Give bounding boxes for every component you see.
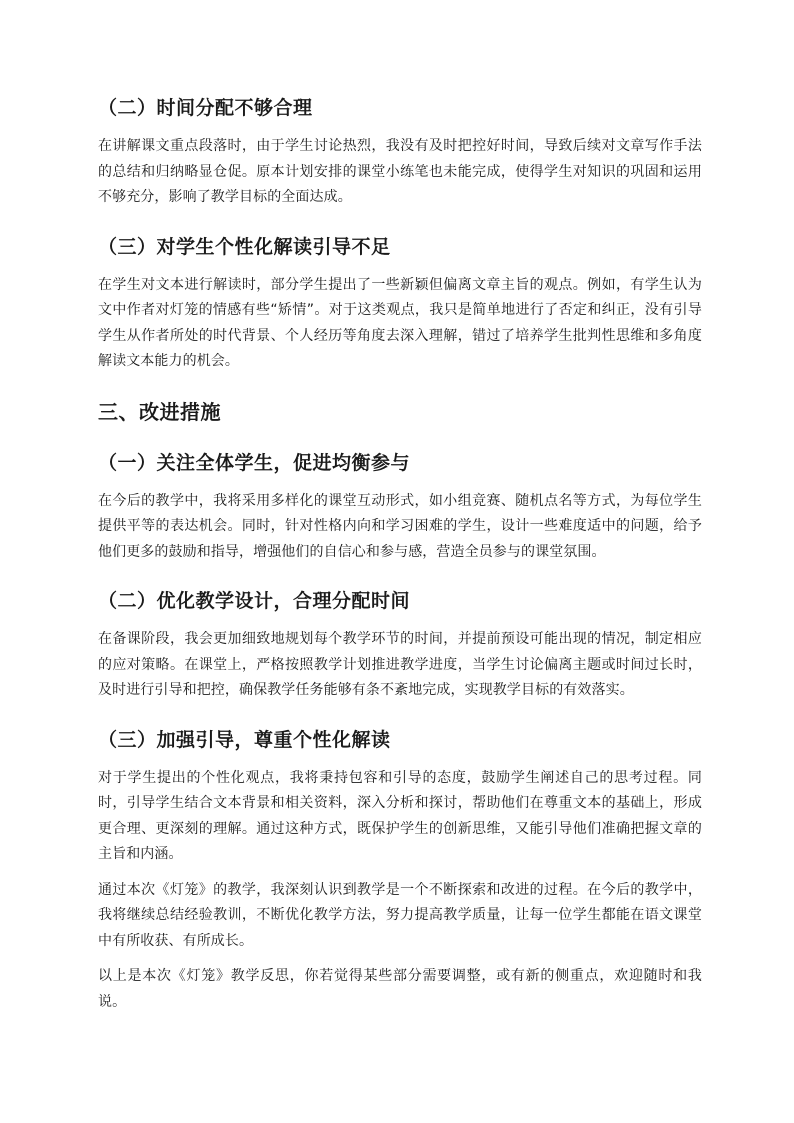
paragraph-strengthen-guidance: 对于学生提出的个性化观点，我将秉持包容和引导的态度，鼓励学生阐述自己的思考过程。同时，引导学生结合文本背景和相关资料，深入分析和探讨，帮助他们在尊重文本的基础上，形成更合理、更深刻的理解。通过这种方式，既保护学生的创新思维，又能引导他们准确把握文章的主旨和内涵。 — [98, 769, 702, 862]
paragraph-focus-all-students: 在今后的教学中，我将采用多样化的课堂互动形式，如小组竞赛、随机点名等方式，为每位学生提供平等的表达机会。同时，针对性格内向和学习困难的学生，设计一些难度适中的问题，给予他们更多的鼓励和指导，增强他们的自信心和参与感，营造全员参与的课堂氛围。 — [98, 492, 702, 560]
paragraph-personal-interpretation-guidance: 在学生对文本进行解读时，部分学生提出了一些新颖但偏离文章主旨的观点。例如，有学生认为文中作者对灯笼的情感有些“矫情”。对于这类观点，我只是简单地进行了否定和纠正，没有引导学生从作者所处的时代背景、个人经历等角度去深入理解，错过了培养学生批判性思维和多角度解读文本能力的机会。 — [98, 276, 702, 369]
section-heading-improvements: 三、改进措施 — [98, 399, 221, 424]
document-page — [98, 92, 702, 1015]
heading-personal-interpretation-guidance: （三）对学生个性化解读引导不足 — [98, 235, 391, 258]
heading-focus-all-students: （一）关注全体学生，促进均衡参与 — [98, 451, 411, 474]
heading-strengthen-guidance: （三）加强引导，尊重个性化解读 — [98, 728, 391, 751]
heading-optimize-design: （二）优化教学设计，合理分配时间 — [98, 590, 411, 612]
paragraph-closing-note: 以上是本次《灯笼》教学反思，你若觉得某些部分需要调整，或有新的侧重点，欢迎随时和我说。 — [98, 968, 702, 1010]
heading-time-allocation: （二）时间分配不够合理 — [98, 97, 313, 119]
paragraph-optimize-design: 在备课阶段，我会更加细致地规划每个教学环节的时间，并提前预设可能出现的情况，制定相应的应对策略。在课堂上，严格按照教学计划推进教学进度，当学生讨论偏离主题或时间过长时，及时进行引导和把控，确保教学任务能够有条不紊地完成，实现教学目标的有效落实。 — [98, 631, 702, 698]
paragraph-closing-summary: 通过本次《灯笼》的教学，我深刻认识到教学是一个不断探索和改进的过程。在今后的教学中，我将继续总结经验教训，不断优化教学方法，努力提高教学质量，让每一位学生都能在语文课堂中有所收获、有所成长。 — [98, 881, 702, 949]
paragraph-time-allocation: 在讲解课文重点段落时，由于学生讨论热烈，我没有及时把控好时间，导致后续对文章写作手法的总结和归纳略显仓促。原本计划安排的课堂小练笔也未能完成，使得学生对知识的巩固和运用不够充分，影响了教学目标的全面达成。 — [98, 138, 702, 205]
